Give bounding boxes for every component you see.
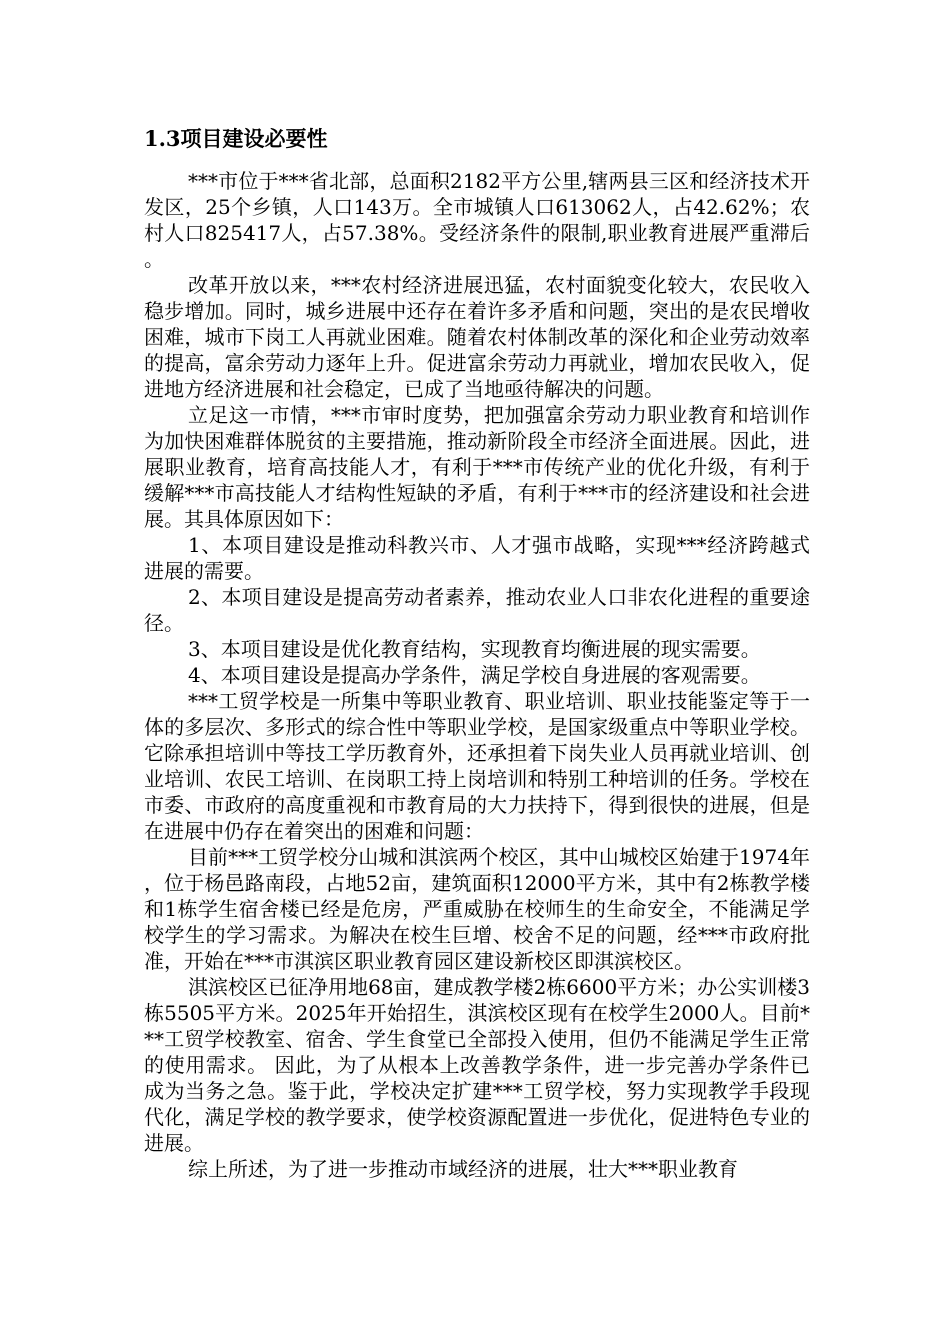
list-item-reason-1: 1、本项目建设是推动科教兴市、人才强市战略，实现***经济跨越式进展的需要。 bbox=[144, 533, 810, 583]
paragraph-qibin-campus: 淇滨校区已征净用地68亩，建成教学楼2栋6600平方米；办公实训楼3栋5505平方米。2025年开始招生，淇滨校区现有在校学生2000人。目前***工贸学校教室、宿舍、学生食堂已全部投入使用，但仍不能满足学生正常的使用需求。 因此，为了从根本上改善教学条件，进一步完善办学条件已成为当务之急。鉴于此，学校决定扩建***工贸学校，努力实现教学手段现代化，满足学校的教学要求，使学校资源配置进一步优化，促进特色专业的进展。 bbox=[144, 975, 810, 1155]
list-item-reason-2: 2、本项目建设是提高劳动者素养，推动农业人口非农化进程的重要途径。 bbox=[144, 585, 810, 635]
paragraph-shancheng-campus: 目前***工贸学校分山城和淇滨两个校区，其中山城校区始建于1974年，位于杨邑路南段，占地52亩，建筑面积12000平方米，其中有2栋教学楼和1栋学生宿舍楼已经是危房，严重威胁在校师生的生命安全，不能满足学校学生的学习需求。为解决在校生巨增、校舍不足的问题，经***市政府批准，开始在***市淇滨区职业教育园区建设新校区即淇滨校区。 bbox=[144, 845, 810, 973]
section-heading: 1.3项目建设必要性 bbox=[144, 126, 328, 151]
paragraph-school-overview: ***工贸学校是一所集中等职业教育、职业培训、职业技能鉴定等于一体的多层次、多形式的综合性中等职业学校，是国家级重点中等职业学校。它除承担培训中等技工学历教育外，还承担着下岗失业人员再就业培训、创业培训、农民工培训、在岗职工持上岗培训和特别工种培训的任务。学校在市委、市政府的高度重视和市教育局的大力扶持下，得到很快的进展，但是在进展中仍存在着突出的困难和问题： bbox=[144, 689, 810, 843]
list-item-reason-4: 4、本项目建设是提高办学条件，满足学校自身进展的客观需要。 bbox=[188, 663, 761, 687]
paragraph-intro-city-overview: ***市位于***省北部，总面积2182平方公里,辖两县三区和经济技术开发区，25个乡镇，人口143万。全市城镇人口613062人，占42.62%；农村人口825417人，占57.38%。受经济条件的限制,职业教育进展严重滞后。 bbox=[144, 169, 810, 271]
document-body bbox=[144, 168, 810, 1182]
paragraph-conclusion: 综上所述，为了进一步推动市域经济的进展，壮大***职业教育 bbox=[188, 1157, 738, 1181]
list-item-reason-3: 3、本项目建设是优化教育结构，实现教育均衡进展的现实需要。 bbox=[188, 637, 761, 661]
paragraph-city-strategy: 立足这一市情，***市审时度势，把加强富余劳动力职业教育和培训作为加快困难群体脱贫的主要措施，推动新阶段全市经济全面进展。因此，进展职业教育，培育高技能人才，有利于***市传统产业的优化升级，有利于缓解***市高技能人才结构性短缺的矛盾，有利于***市的经济建设和社会进展。其具体原因如下： bbox=[144, 403, 810, 531]
paragraph-reform-rural-economy: 改革开放以来，***农村经济进展迅猛，农村面貌变化较大，农民收入稳步增加。同时，城乡进展中还存在着许多矛盾和问题，突出的是农民增收困难，城市下岗工人再就业困难。随着农村体制改革的深化和企业劳动效率的提高，富余劳动力逐年上升。促进富余劳动力再就业，增加农民收入，促进地方经济进展和社会稳定，已成了当地亟待解决的问题。 bbox=[144, 273, 810, 401]
